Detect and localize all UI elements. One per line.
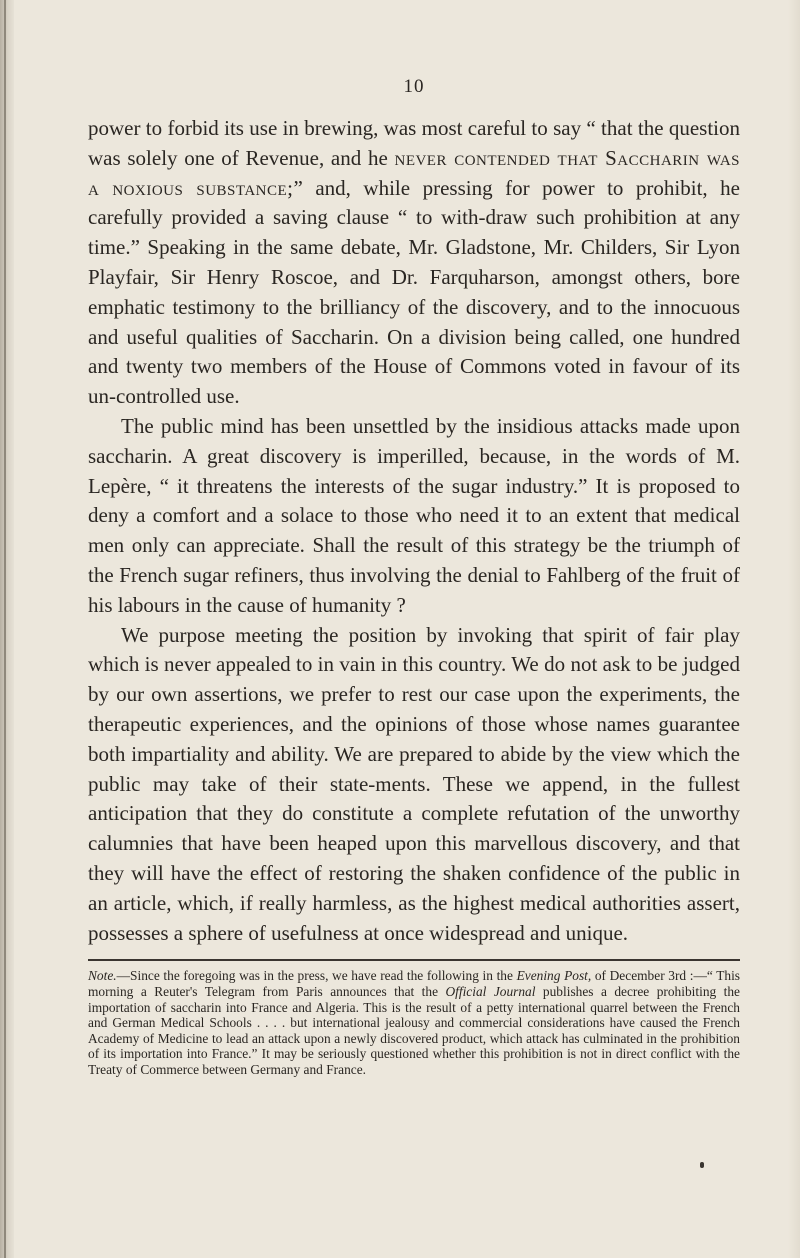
page-right-edge xyxy=(788,0,800,1258)
book-page xyxy=(88,76,740,1077)
footnote-paper-name: Evening Post, xyxy=(516,968,592,984)
binding-rule xyxy=(4,0,6,1258)
footnote-divider xyxy=(88,959,740,961)
body-text xyxy=(88,114,740,948)
paragraph-1-end: ” and, while pressing for power to prohibit, he carefully provided a saving clause “ to with-draw such prohibition at any time.” Speaking in the same debate, Mr. Gladstone, Mr. Childers, Sir Lyon Playfair, Sir Henry Roscoe, and Dr. Farquharson, amongst others, bore emphatic testimony to the brilliancy of the discovery, and to the innocuous and useful qualities of Saccharin. On a division being called, one hundred and twenty two members of the House of Commons voted in favour of its un-controlled use. xyxy=(88,175,740,409)
footnote xyxy=(88,968,740,1077)
paragraph-1 xyxy=(88,114,740,412)
page-binding-edge xyxy=(0,0,14,1258)
paragraph-1-small-caps: never contended that Saccharin was a noxious substance; xyxy=(88,145,740,200)
footnote-label: Note. xyxy=(88,968,117,984)
footnote-text-3: publishes a decree prohibiting the importation of saccharin into France and Algeria. This is the result of a petty international quarrel between the French and German Medical Schools . . . . but international jealousy and commercial considerations have caused the French Academy of Medicine to lead an attack upon a newly discovered product, which attack has culminated in the prohibition of its importation into France.” It may be seriously questioned whether this prohibition is not in direct conflict with the Treaty of Commerce between Germany and France. xyxy=(88,983,741,1077)
paragraph-3: We purpose meeting the position by invoking that spirit of fair play which is never appealed to in vain in this country. We do not ask to be judged by our own assertions, we prefer to rest our case upon the experiments, the therapeutic experiences, and the opinions of those whose names guarantee both impartiality and ability. We are prepared to abide by the view which the public may take of their state-ments. These we append, in the fullest anticipation that they do constitute a complete refutation of the unworthy calumnies that have been heaped upon this marvellous discovery, and that they will have the effect of restoring the shaken confidence of the public in an article, which, if really harmless, as the highest medical authorities assert, possesses a sphere of usefulness at once widespread and unique. xyxy=(88,622,740,945)
paragraph-1-start: power to forbid its use in brewing, was most careful to say “ that the question was solely one of Revenue, and he xyxy=(88,116,740,170)
ink-speck xyxy=(700,1162,704,1168)
footnote-text-2: of December 3rd :—“ This morning a Reuter's Telegram from Paris announces that the xyxy=(88,968,741,999)
paragraph-2: The public mind has been unsettled by the insidious attacks made upon saccharin. A great discovery is imperilled, because, in the words of M. Lepère, “ it threatens the interests of the sugar industry.” It is proposed to deny a comfort and a solace to those who need it to an extent that medical men only can appreciate. Shall the result of this strategy be the triumph of the French sugar refiners, thus involving the denial to Fahlberg of the fruit of his labours in the cause of humanity ? xyxy=(88,413,740,617)
footnote-journal-name: Official Journal xyxy=(445,983,536,999)
footnote-text-1: —Since the foregoing was in the press, we have read the following in the xyxy=(116,968,517,984)
page-number: 10 xyxy=(403,76,425,97)
